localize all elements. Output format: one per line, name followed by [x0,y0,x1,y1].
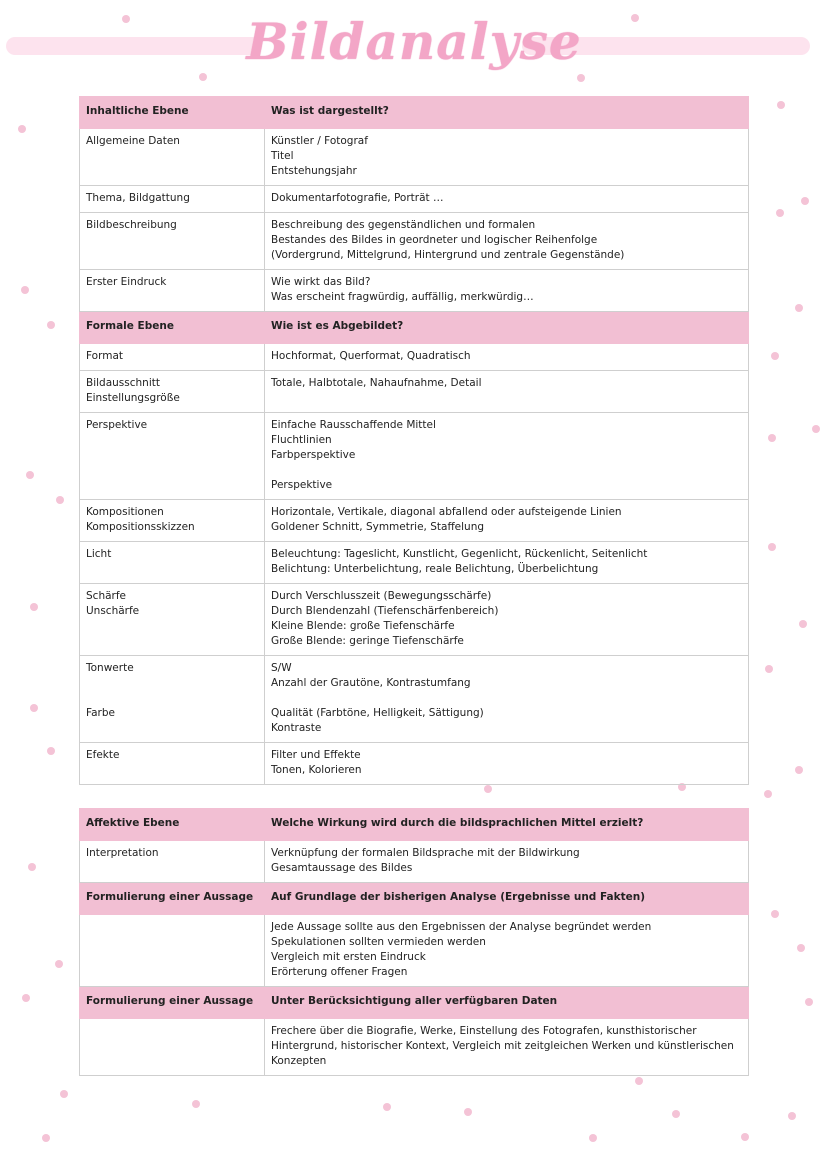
table-row [80,1019,749,1076]
content-line: Belichtung: Unterbelichtung, reale Belichtung, Überbelichtung [271,563,599,575]
label-line: Thema, Bildgattung [86,192,190,204]
label-line [86,676,258,691]
content-line: Perspektive [271,479,333,491]
row-content [265,371,749,413]
table-row [80,841,749,883]
label-line: Kompositionsskizzen [86,521,195,533]
row-content [265,186,749,213]
section-title: Inhaltliche Ebene [80,97,265,129]
row-content [265,841,749,883]
row-label [80,500,265,542]
row-content [265,129,749,186]
section-title: Formale Ebene [80,312,265,344]
row-content [265,915,749,987]
row-label [80,915,265,987]
label-line [86,691,258,706]
content-line: Tonen, Kolorieren [271,764,362,776]
section-header-row [80,809,749,841]
section-title: Formulierung einer Aussage [80,883,265,915]
content-line: Gesamtaussage des Bildes [271,862,413,874]
row-label [80,413,265,500]
content-line: Verknüpfung der formalen Bildsprache mit der Bildwirkung [271,847,580,859]
row-content [265,270,749,312]
content-line: Künstler / Fotograf [271,135,368,147]
row-label [80,270,265,312]
row-content [265,656,749,743]
content-line: Filter und Effekte [271,749,361,761]
row-label [80,841,265,883]
content-line: Kleine Blende: große Tiefenschärfe [271,620,455,632]
table-row [80,743,749,785]
row-content [265,743,749,785]
content-line: Entstehungsjahr [271,165,357,177]
content-line: S/W [271,662,292,674]
label-line: Interpretation [86,847,159,859]
label-line: Format [86,350,124,362]
row-content [265,213,749,270]
table-row [80,413,749,500]
section-title: Formulierung einer Aussage [80,987,265,1019]
table-row [80,584,749,656]
section-question: Was ist dargestellt? [265,97,749,129]
table-row [80,500,749,542]
row-content [265,500,749,542]
section-header-row [80,883,749,915]
content-line: Einfache Rausschaffende Mittel [271,419,436,431]
section-title: Affektive Ebene [80,809,265,841]
analysis-table-statement [79,808,749,1076]
row-label [80,542,265,584]
table-row [80,270,749,312]
label-line: Erster Eindruck [86,276,167,288]
section-question: Welche Wirkung wird durch die bildsprachlichen Mittel erzielt? [265,809,749,841]
row-label [80,344,265,371]
content-line: Wie wirkt das Bild? [271,276,371,288]
section-question: Unter Berücksichtigung aller verfügbaren Daten [265,987,749,1019]
label-line: Kompositionen [86,506,164,518]
row-label [80,213,265,270]
row-label [80,584,265,656]
row-content [265,542,749,584]
row-label [80,656,265,743]
label-line: Licht [86,548,112,560]
row-label [80,743,265,785]
content-line [271,691,742,706]
section-question: Wie ist es Abgebildet? [265,312,749,344]
content-line: Beschreibung des gegenständlichen und formalen [271,219,536,231]
content-line: Totale, Halbtotale, Nahaufnahme, Detail [271,377,482,389]
content-line: Hochformat, Querformat, Quadratisch [271,350,471,362]
table-row [80,213,749,270]
label-line: Efekte [86,749,120,761]
content-line: Spekulationen sollten vermieden werden [271,936,486,948]
content-line: Frechere über die Biografie, Werke, Einstellung des Fotografen, kunsthistorischer [271,1025,697,1037]
row-label [80,129,265,186]
content-line: Dokumentarfotografie, Porträt … [271,192,444,204]
section-question: Auf Grundlage der bisherigen Analyse (Ergebnisse und Fakten) [265,883,749,915]
content-line [271,463,742,478]
content-line: Vergleich mit ersten Eindruck [271,951,426,963]
content-line: Bestandes des Bildes in geordneter und logischer Reihenfolge [271,234,598,246]
content-line: Jede Aussage sollte aus den Ergebnissen der Analyse begründet werden [271,921,652,933]
content-line: Qualität (Farbtöne, Helligkeit, Sättigung) [271,707,484,719]
table-row [80,542,749,584]
content-line: Beleuchtung: Tageslicht, Kunstlicht, Gegenlicht, Rückenlicht, Seitenlicht [271,548,648,560]
content-line: Goldener Schnitt, Symmetrie, Staffelung [271,521,485,533]
row-content [265,413,749,500]
content-line: Durch Blendenzahl (Tiefenschärfenbereich) [271,605,499,617]
content-line: Fluchtlinien [271,434,332,446]
label-line: Schärfe [86,590,127,602]
section-header-row [80,312,749,344]
content-line: Horizontale, Vertikale, diagonal abfallend oder aufsteigende Linien [271,506,622,518]
row-content [265,344,749,371]
label-line: Allgemeine Daten [86,135,180,147]
content-line: (Vordergrund, Mittelgrund, Hintergrund und zentrale Gegenstände) [271,249,625,261]
analysis-table-main [79,96,749,785]
table-row [80,656,749,743]
content-line: Konzepten [271,1055,327,1067]
row-label [80,371,265,413]
row-content [265,584,749,656]
content-line: Durch Verschlusszeit (Bewegungsschärfe) [271,590,492,602]
content-line: Große Blende: geringe Tiefenschärfe [271,635,464,647]
table-row [80,186,749,213]
table-row [80,915,749,987]
table-row [80,344,749,371]
content-line: Kontraste [271,722,322,734]
content-line: Hintergrund, historischer Kontext, Vergleich mit zeitgleichen Werken und künstlerischen [271,1040,734,1052]
label-line: Bildausschnitt [86,377,160,389]
label-line: Unschärfe [86,605,140,617]
label-line: Farbe [86,707,115,719]
content-line: Erörterung offener Fragen [271,966,408,978]
row-content [265,1019,749,1076]
content-line: Anzahl der Grautöne, Kontrastumfang [271,677,471,689]
row-label [80,186,265,213]
section-header-row [80,97,749,129]
label-line: Bildbeschreibung [86,219,177,231]
content-line: Farbperspektive [271,449,356,461]
table-row [80,129,749,186]
page-title: Bildanalyse [246,12,582,71]
section-header-row [80,987,749,1019]
label-line: Einstellungsgröße [86,392,180,404]
content-line: Was erscheint fragwürdig, auffällig, merkwürdig… [271,291,534,303]
label-line: Perspektive [86,419,148,431]
table-row [80,371,749,413]
row-label [80,1019,265,1076]
content-line: Titel [271,150,294,162]
label-line: Tonwerte [86,662,134,674]
